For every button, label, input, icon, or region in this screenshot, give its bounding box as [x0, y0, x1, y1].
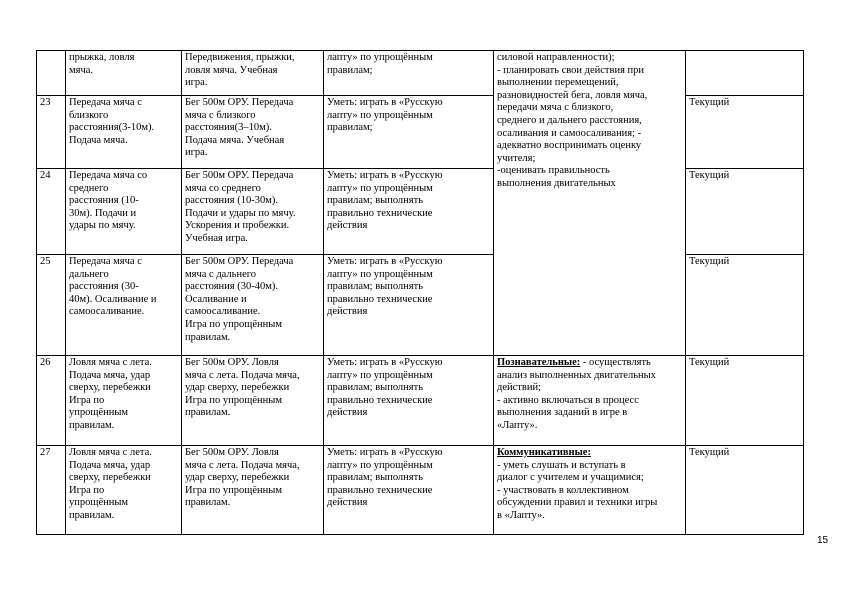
- lesson-number: 27: [37, 446, 66, 535]
- control-type: Текущий: [686, 255, 804, 356]
- lesson-content: Бег 500м ОРУ. Передача мяча с дальнего расстояния (30-40м). Осаливание и самоосаливание. Игра по упрощённым правилам.: [182, 255, 324, 356]
- lesson-number: 24: [37, 169, 66, 255]
- table-row: [37, 255, 804, 356]
- lesson-content: Бег 500м ОРУ. Ловля мяча с лета. Подача мяча, удар сверху, перебежки Игра по упрощённым правилам.: [182, 356, 324, 446]
- page-number: 15: [817, 535, 829, 546]
- lesson-topic: Ловля мяча с лета. Подача мяча, удар сверху, перебежки Игра по упрощённым правилам.: [66, 446, 182, 535]
- lesson-topic: Передача мяча с близкого расстояния(3-10м). Подача мяча.: [66, 96, 182, 169]
- lesson-topic: Ловля мяча с лета. Подача мяча, удар сверху, перебежки Игра по упрощённым правилам.: [66, 356, 182, 446]
- lesson-number: 25: [37, 255, 66, 356]
- lesson-number: 26: [37, 356, 66, 446]
- skills-cell: [494, 356, 686, 446]
- lesson-content: Передвижения, прыжки, ловля мяча. Учебная игра.: [182, 51, 324, 96]
- skills-merged-cell: силовой направленности); - планировать свои действия при выполнении перемещений, разновидностей бега, ловля мяча, передачи мяча с близкого, среднего и дальнего расстояния, осаливания и самоосаливания; - адекватно воспринимать оценку учителя; -оценивать правильность выполнения двигательных: [494, 51, 686, 356]
- control-type: Текущий: [686, 356, 804, 446]
- control-type: [686, 51, 804, 96]
- table-row: [37, 96, 804, 169]
- lesson-requirements: Уметь: играть в «Русскую лапту» по упрощённым правилам; выполнять правильно технические действия: [324, 169, 494, 255]
- lesson-requirements: Уметь: играть в «Русскую лапту» по упрощённым правилам; выполнять правильно технические действия: [324, 255, 494, 356]
- lesson-number: 23: [37, 96, 66, 169]
- lesson-topic: Передача мяча с дальнего расстояния (30- 40м). Осаливание и самоосаливание.: [66, 255, 182, 356]
- lesson-requirements: Уметь: играть в «Русскую лапту» по упрощённым правилам; выполнять правильно технические действия: [324, 356, 494, 446]
- skills-cell: [494, 446, 686, 535]
- skills-text: - уметь слушать и вступать в диалог с учителем и учащимися; - участвовать в коллективном обсуждении правил и техники игры в «Лапту».: [497, 459, 658, 521]
- lesson-requirements: Уметь: играть в «Русскую лапту» по упрощённым правилам; выполнять правильно технические действия: [324, 446, 494, 535]
- table-row: [37, 356, 804, 446]
- table-row: [37, 51, 804, 96]
- lesson-content: Бег 500м ОРУ. Передача мяча с близкого расстояния(3–10м). Подача мяча. Учебная игра.: [182, 96, 324, 169]
- lesson-requirements: Уметь: играть в «Русскую лапту» по упрощённым правилам;: [324, 96, 494, 169]
- lesson-topic: Передача мяча со среднего расстояния (10- 30м). Подачи и удары по мячу.: [66, 169, 182, 255]
- control-type: Текущий: [686, 169, 804, 255]
- table-row: [37, 446, 804, 535]
- control-type: Текущий: [686, 446, 804, 535]
- control-type: Текущий: [686, 96, 804, 169]
- lesson-content: Бег 500м ОРУ. Передача мяча со среднего расстояния (10-30м). Подачи и удары по мячу. Ускорения и пробежки. Учебная игра.: [182, 169, 324, 255]
- skills-text: - осуществлять анализ выполненных двигательных действий; - активно включаться в процесс выполнения заданий в игре в «Лапту».: [497, 357, 656, 431]
- skills-heading: Коммуникативные:: [497, 447, 591, 458]
- lesson-requirements: лапту» по упрощённым правилам;: [324, 51, 494, 96]
- lesson-number: [37, 51, 66, 96]
- lesson-plan-table: [36, 50, 804, 535]
- lesson-topic: прыжка, ловля мяча.: [66, 51, 182, 96]
- lesson-content: Бег 500м ОРУ. Ловля мяча с лета. Подача мяча, удар сверху, перебежки Игра по упрощённым правилам.: [182, 446, 324, 535]
- skills-heading: Познавательные:: [497, 357, 581, 368]
- table-row: [37, 169, 804, 255]
